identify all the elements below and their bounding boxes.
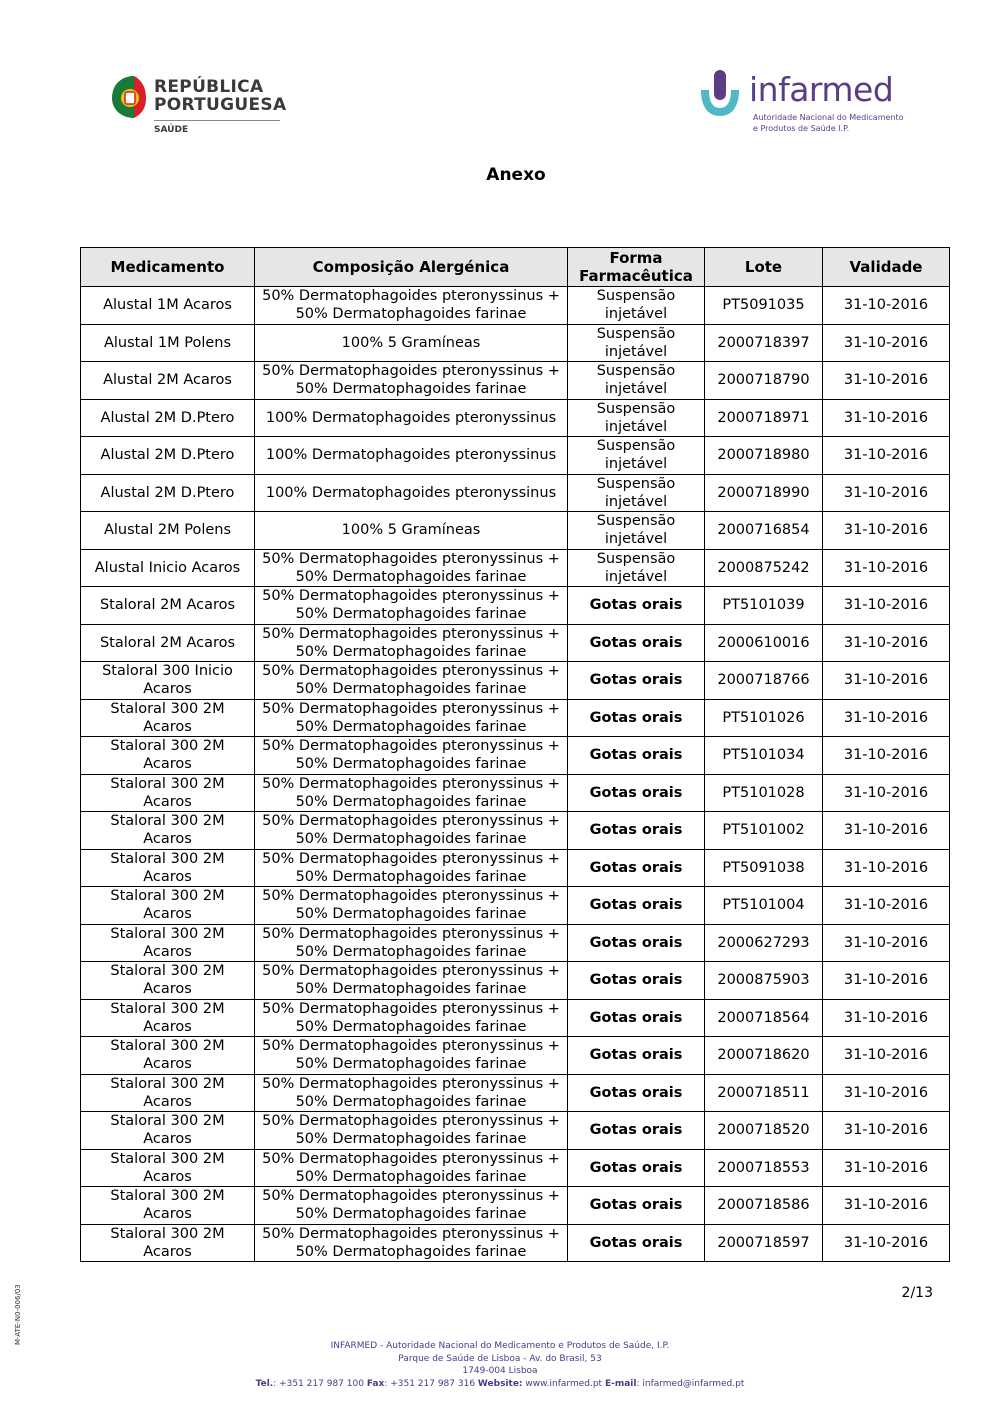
cell-forma: Gotas orais (568, 1187, 705, 1225)
logo-text-portuguesa: PORTUGUESA (154, 95, 287, 115)
cell-composicao: 50% Dermatophagoides pteronyssinus + 50% Dermatophagoides farinae (255, 624, 568, 662)
cell-composicao: 50% Dermatophagoides pteronyssinus + 50% Dermatophagoides farinae (255, 362, 568, 400)
cell-medicamento: Staloral 300 2M Acaros (81, 962, 255, 1000)
cell-lote: 2000716854 (705, 512, 823, 550)
table-row (81, 362, 950, 400)
cell-forma: Gotas orais (568, 737, 705, 775)
cell-validade: 31-10-2016 (823, 887, 950, 925)
column-header-medicamento: Medicamento (81, 248, 255, 287)
cell-forma: Suspensão injetável (568, 287, 705, 325)
footer-postcode: 1749-004 Lisboa (462, 1366, 538, 1376)
footer-tel: : +351 217 987 100 (273, 1378, 364, 1389)
table-row (81, 849, 950, 887)
cell-validade: 31-10-2016 (823, 324, 950, 362)
table-row (81, 774, 950, 812)
cell-composicao: 50% Dermatophagoides pteronyssinus + 50% Dermatophagoides farinae (255, 587, 568, 625)
infarmed-subtitle-1: Autoridade Nacional do Medicamento (753, 113, 904, 122)
infarmed-logo (695, 68, 905, 140)
cell-forma: Suspensão injetável (568, 474, 705, 512)
cell-lote: 2000718766 (705, 662, 823, 700)
table-row (81, 624, 950, 662)
table-row (81, 324, 950, 362)
table-row (81, 549, 950, 587)
cell-validade: 31-10-2016 (823, 287, 950, 325)
cell-composicao: 50% Dermatophagoides pteronyssinus + 50% Dermatophagoides farinae (255, 1224, 568, 1262)
cell-medicamento: Alustal 2M D.Ptero (81, 399, 255, 437)
cell-medicamento: Alustal 2M D.Ptero (81, 474, 255, 512)
footer-email-link[interactable]: : infarmed@infarmed.pt (636, 1378, 745, 1389)
table-row (81, 399, 950, 437)
cell-validade: 31-10-2016 (823, 1187, 950, 1225)
cell-composicao: 50% Dermatophagoides pteronyssinus + 50% Dermatophagoides farinae (255, 849, 568, 887)
cell-validade: 31-10-2016 (823, 962, 950, 1000)
cell-medicamento: Staloral 300 2M Acaros (81, 1149, 255, 1187)
cell-forma: Gotas orais (568, 1074, 705, 1112)
cell-composicao: 50% Dermatophagoides pteronyssinus + 50% Dermatophagoides farinae (255, 962, 568, 1000)
cell-forma: Gotas orais (568, 962, 705, 1000)
cell-lote: 2000718597 (705, 1224, 823, 1262)
document-code: M-ATE-N0-006/03 (14, 1284, 22, 1345)
cell-medicamento: Staloral 300 2M Acaros (81, 849, 255, 887)
table-row (81, 474, 950, 512)
cell-medicamento: Staloral 2M Acaros (81, 624, 255, 662)
page-number: 2/13 (901, 1285, 933, 1301)
table-row (81, 1074, 950, 1112)
cell-forma: Gotas orais (568, 1037, 705, 1075)
cell-lote: 2000718553 (705, 1149, 823, 1187)
cell-forma: Suspensão injetável (568, 324, 705, 362)
cell-medicamento: Staloral 300 2M Acaros (81, 1112, 255, 1150)
cell-validade: 31-10-2016 (823, 849, 950, 887)
infarmed-emblem-icon (695, 68, 745, 120)
cell-medicamento: Staloral 2M Acaros (81, 587, 255, 625)
cell-validade: 31-10-2016 (823, 737, 950, 775)
cell-forma: Gotas orais (568, 1224, 705, 1262)
cell-forma: Gotas orais (568, 999, 705, 1037)
cell-forma: Gotas orais (568, 1112, 705, 1150)
footer-email-label: E-mail (604, 1378, 637, 1389)
cell-lote: 2000718990 (705, 474, 823, 512)
cell-composicao: 50% Dermatophagoides pteronyssinus + 50% Dermatophagoides farinae (255, 812, 568, 850)
page-title: Anexo (486, 165, 546, 185)
cell-lote: PT5101004 (705, 887, 823, 925)
cell-forma: Suspensão injetável (568, 399, 705, 437)
cell-forma: Gotas orais (568, 624, 705, 662)
cell-forma: Gotas orais (568, 849, 705, 887)
cell-forma: Suspensão injetável (568, 549, 705, 587)
cell-composicao: 50% Dermatophagoides pteronyssinus + 50% Dermatophagoides farinae (255, 924, 568, 962)
cell-medicamento: Staloral 300 2M Acaros (81, 1074, 255, 1112)
cell-forma: Suspensão injetável (568, 437, 705, 475)
cell-validade: 31-10-2016 (823, 924, 950, 962)
cell-medicamento: Staloral 300 2M Acaros (81, 1037, 255, 1075)
logo-divider (154, 120, 280, 121)
cell-medicamento: Staloral 300 2M Acaros (81, 1224, 255, 1262)
cell-validade: 31-10-2016 (823, 1074, 950, 1112)
cell-medicamento: Alustal 1M Acaros (81, 287, 255, 325)
portugal-emblem-icon (110, 74, 148, 120)
table-header-row (81, 248, 950, 287)
cell-medicamento: Staloral 300 Inicio Acaros (81, 662, 255, 700)
cell-composicao: 100% 5 Gramíneas (255, 512, 568, 550)
cell-lote: 2000875903 (705, 962, 823, 1000)
cell-composicao: 100% 5 Gramíneas (255, 324, 568, 362)
table-row (81, 1149, 950, 1187)
table-row (81, 887, 950, 925)
table-row (81, 737, 950, 775)
table-row (81, 1187, 950, 1225)
table-row (81, 587, 950, 625)
cell-lote: 2000610016 (705, 624, 823, 662)
cell-forma: Gotas orais (568, 1149, 705, 1187)
cell-lote: 2000718980 (705, 437, 823, 475)
cell-validade: 31-10-2016 (823, 362, 950, 400)
cell-forma: Gotas orais (568, 662, 705, 700)
footer-organization: INFARMED - Autoridade Nacional do Medicamento e Produtos de Saúde, I.P. (330, 1341, 670, 1351)
cell-validade: 31-10-2016 (823, 812, 950, 850)
footer-website-label: Website: (477, 1378, 523, 1389)
cell-composicao: 50% Dermatophagoides pteronyssinus + 50% Dermatophagoides farinae (255, 549, 568, 587)
cell-validade: 31-10-2016 (823, 1037, 950, 1075)
cell-forma: Suspensão injetável (568, 512, 705, 550)
cell-validade: 31-10-2016 (823, 474, 950, 512)
table-row (81, 699, 950, 737)
cell-lote: PT5091038 (705, 849, 823, 887)
cell-medicamento: Staloral 300 2M Acaros (81, 1187, 255, 1225)
infarmed-name: infarmed (749, 70, 894, 109)
footer-tel-label: Tel. (255, 1378, 274, 1389)
cell-composicao: 50% Dermatophagoides pteronyssinus + 50% Dermatophagoides farinae (255, 1037, 568, 1075)
column-header-composicao: Composição Alergénica (255, 248, 568, 287)
page-footer (0, 1340, 1000, 1390)
cell-lote: 2000875242 (705, 549, 823, 587)
cell-composicao: 100% Dermatophagoides pteronyssinus (255, 399, 568, 437)
cell-medicamento: Alustal 2M D.Ptero (81, 437, 255, 475)
cell-composicao: 50% Dermatophagoides pteronyssinus + 50% Dermatophagoides farinae (255, 737, 568, 775)
table-row (81, 287, 950, 325)
republica-portuguesa-logo (110, 72, 285, 138)
cell-lote: 2000718511 (705, 1074, 823, 1112)
cell-composicao: 50% Dermatophagoides pteronyssinus + 50% Dermatophagoides farinae (255, 287, 568, 325)
table-row (81, 999, 950, 1037)
cell-lote: PT5101002 (705, 812, 823, 850)
cell-lote: 2000718397 (705, 324, 823, 362)
cell-composicao: 50% Dermatophagoides pteronyssinus + 50% Dermatophagoides farinae (255, 1074, 568, 1112)
cell-lote: PT5101034 (705, 737, 823, 775)
cell-validade: 31-10-2016 (823, 699, 950, 737)
table-row (81, 512, 950, 550)
cell-lote: 2000718790 (705, 362, 823, 400)
cell-validade: 31-10-2016 (823, 662, 950, 700)
footer-fax: : +351 217 987 316 (384, 1378, 476, 1389)
cell-medicamento: Alustal 2M Polens (81, 512, 255, 550)
cell-validade: 31-10-2016 (823, 399, 950, 437)
cell-validade: 31-10-2016 (823, 512, 950, 550)
cell-composicao: 50% Dermatophagoides pteronyssinus + 50% Dermatophagoides farinae (255, 774, 568, 812)
cell-medicamento: Alustal Inicio Acaros (81, 549, 255, 587)
cell-forma: Gotas orais (568, 924, 705, 962)
cell-validade: 31-10-2016 (823, 1112, 950, 1150)
cell-forma: Gotas orais (568, 699, 705, 737)
cell-forma: Gotas orais (568, 887, 705, 925)
cell-forma: Gotas orais (568, 774, 705, 812)
cell-lote: 2000718564 (705, 999, 823, 1037)
cell-forma: Gotas orais (568, 812, 705, 850)
cell-lote: PT5101028 (705, 774, 823, 812)
cell-composicao: 50% Dermatophagoides pteronyssinus + 50% Dermatophagoides farinae (255, 999, 568, 1037)
footer-contact (0, 1378, 1000, 1391)
table-row (81, 662, 950, 700)
cell-validade: 31-10-2016 (823, 774, 950, 812)
cell-medicamento: Alustal 1M Polens (81, 324, 255, 362)
cell-composicao: 100% Dermatophagoides pteronyssinus (255, 437, 568, 475)
table-row (81, 1112, 950, 1150)
table-row (81, 812, 950, 850)
cell-validade: 31-10-2016 (823, 624, 950, 662)
cell-medicamento: Staloral 300 2M Acaros (81, 774, 255, 812)
cell-validade: 31-10-2016 (823, 1149, 950, 1187)
table-body (81, 287, 950, 1262)
table-row (81, 437, 950, 475)
table-row (81, 1037, 950, 1075)
cell-medicamento: Staloral 300 2M Acaros (81, 812, 255, 850)
cell-forma: Suspensão injetável (568, 362, 705, 400)
column-header-lote: Lote (705, 248, 823, 287)
cell-validade: 31-10-2016 (823, 999, 950, 1037)
cell-composicao: 50% Dermatophagoides pteronyssinus + 50% Dermatophagoides farinae (255, 662, 568, 700)
cell-medicamento: Staloral 300 2M Acaros (81, 924, 255, 962)
cell-medicamento: Staloral 300 2M Acaros (81, 887, 255, 925)
cell-lote: 2000718971 (705, 399, 823, 437)
cell-composicao: 50% Dermatophagoides pteronyssinus + 50% Dermatophagoides farinae (255, 1112, 568, 1150)
cell-forma: Gotas orais (568, 587, 705, 625)
cell-composicao: 50% Dermatophagoides pteronyssinus + 50% Dermatophagoides farinae (255, 699, 568, 737)
cell-medicamento: Staloral 300 2M Acaros (81, 699, 255, 737)
cell-lote: PT5101039 (705, 587, 823, 625)
column-header-validade: Validade (823, 248, 950, 287)
cell-validade: 31-10-2016 (823, 437, 950, 475)
footer-address: Parque de Saúde de Lisboa - Av. do Brasil, 53 (398, 1353, 602, 1364)
cell-composicao: 100% Dermatophagoides pteronyssinus (255, 474, 568, 512)
cell-lote: 2000718520 (705, 1112, 823, 1150)
annex-table (80, 247, 950, 1262)
cell-lote: 2000718620 (705, 1037, 823, 1075)
footer-fax-label: Fax (366, 1378, 385, 1389)
cell-lote: PT5091035 (705, 287, 823, 325)
cell-lote: 2000627293 (705, 924, 823, 962)
cell-composicao: 50% Dermatophagoides pteronyssinus + 50% Dermatophagoides farinae (255, 1149, 568, 1187)
cell-composicao: 50% Dermatophagoides pteronyssinus + 50% Dermatophagoides farinae (255, 887, 568, 925)
cell-lote: 2000718586 (705, 1187, 823, 1225)
table-row (81, 924, 950, 962)
cell-composicao: 50% Dermatophagoides pteronyssinus + 50% Dermatophagoides farinae (255, 1187, 568, 1225)
cell-medicamento: Staloral 300 2M Acaros (81, 999, 255, 1037)
table-row (81, 1224, 950, 1262)
infarmed-subtitle-2: e Produtos de Saúde I.P. (753, 124, 850, 133)
logo-text-republica: REPÚBLICA (154, 77, 264, 97)
table-row (81, 962, 950, 1000)
footer-website-link[interactable]: www.infarmed.pt (525, 1378, 603, 1389)
cell-lote: PT5101026 (705, 699, 823, 737)
cell-validade: 31-10-2016 (823, 549, 950, 587)
cell-validade: 31-10-2016 (823, 587, 950, 625)
column-header-forma: Forma Farmacêutica (568, 248, 705, 287)
logo-text-saude: SAÚDE (154, 125, 189, 135)
cell-validade: 31-10-2016 (823, 1224, 950, 1262)
cell-medicamento: Alustal 2M Acaros (81, 362, 255, 400)
cell-medicamento: Staloral 300 2M Acaros (81, 737, 255, 775)
